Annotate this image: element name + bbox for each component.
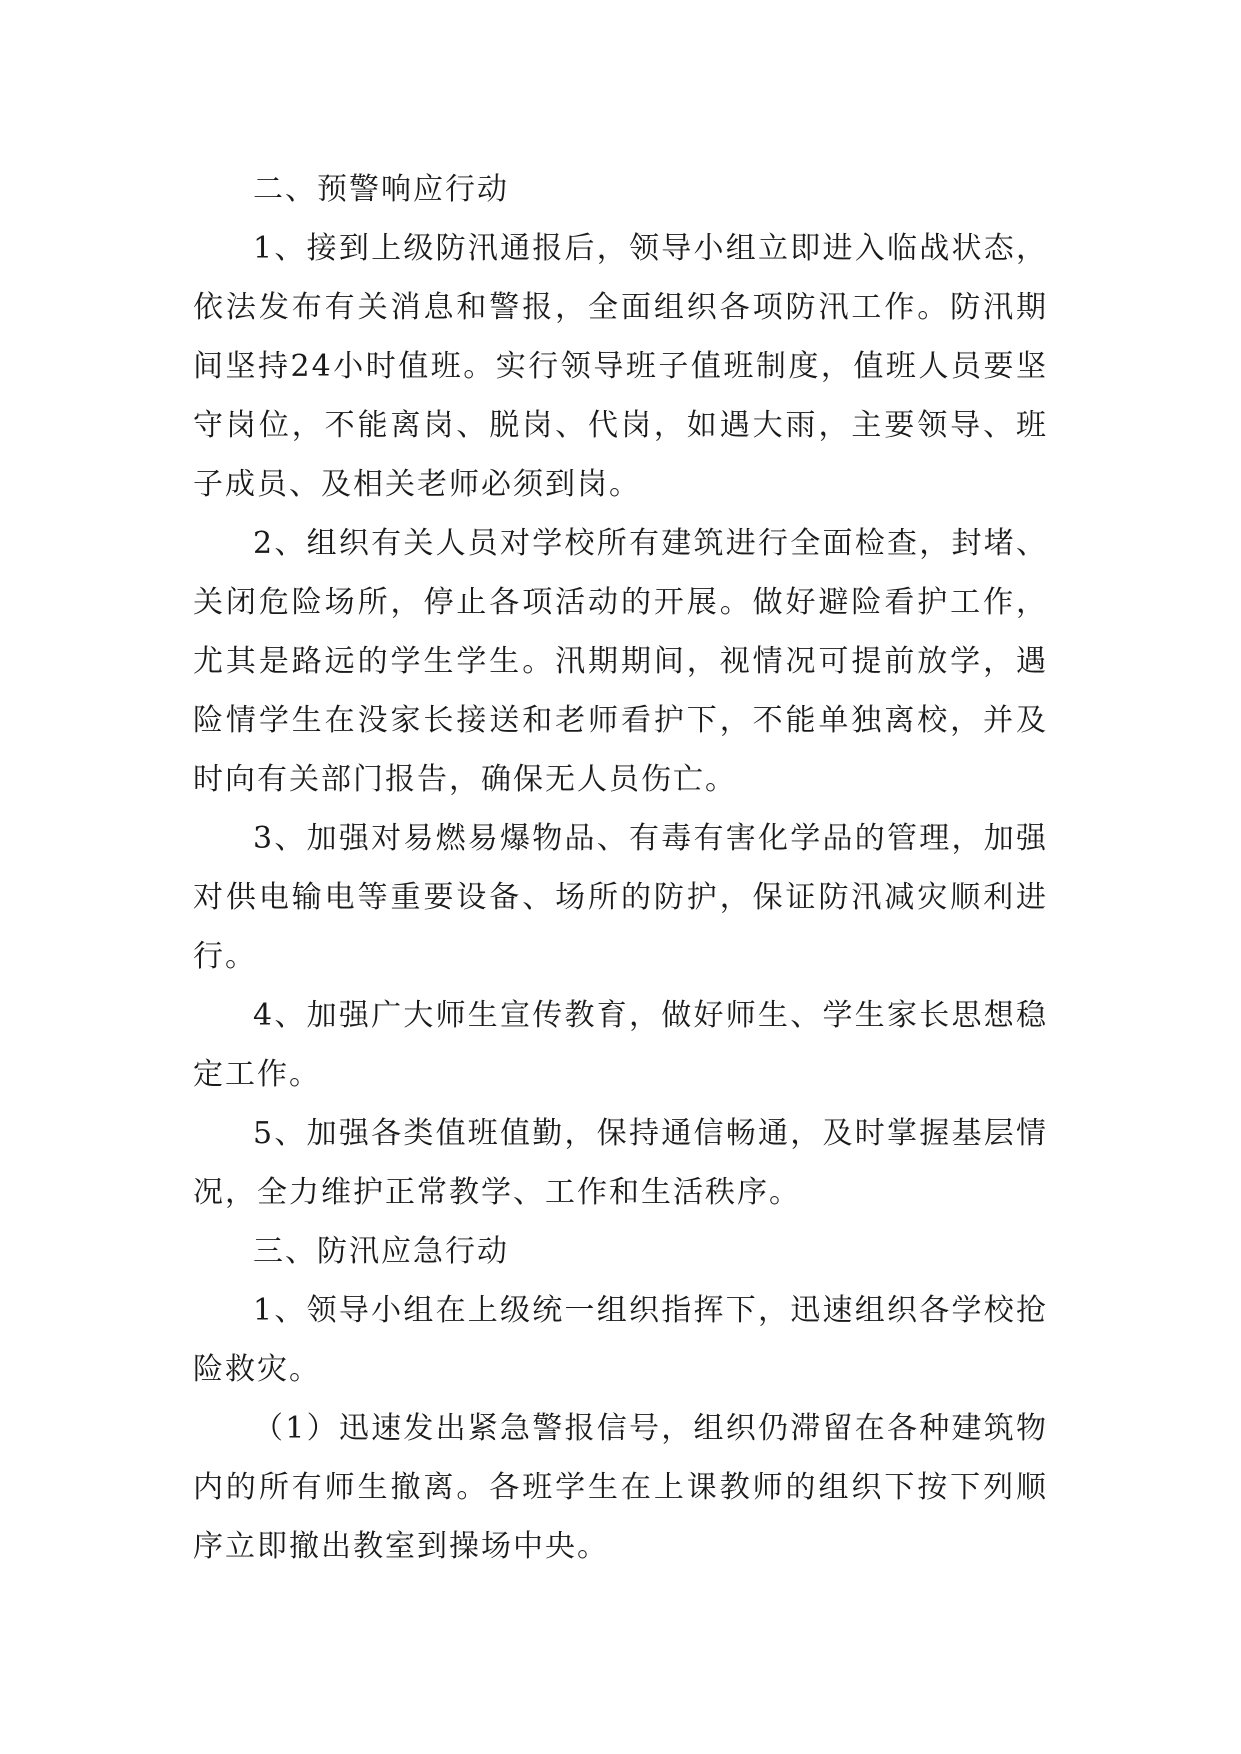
- paragraph-2: 2、组织有关人员对学校所有建筑进行全面检查，封堵、关闭危险场所，停止各项活动的开展。做好避险看护工作，尤其是路远的学生学生。汛期期间，视情况可提前放学，遇险情学生在没家长接送和老师看护下，不能单独离校，并及时向有关部门报告，确保无人员伤亡。: [193, 526, 1048, 797]
- section-heading-emergency-action: 三、防汛应急行动: [253, 1234, 509, 1269]
- paragraph-6: 1、领导小组在上级统一组织指挥下，迅速组织各学校抢险救灾。: [193, 1293, 1048, 1387]
- paragraph-5: 5、加强各类值班值勤，保持通信畅通，及时掌握基层情况，全力维护正常教学、工作和生活秩序。: [193, 1116, 1048, 1210]
- paragraph-3: 3、加强对易燃易爆物品、有毒有害化学品的管理，加强对供电输电等重要设备、场所的防护，保证防汛减灾顺利进行。: [193, 821, 1048, 974]
- paragraph-4: 4、加强广大师生宣传教育，做好师生、学生家长思想稳定工作。: [193, 998, 1048, 1092]
- paragraph-1: 1、接到上级防汛通报后，领导小组立即进入临战状态，依法发布有关消息和警报，全面组织各项防汛工作。防汛期间坚持24小时值班。实行领导班子值班制度，值班人员要坚守岗位，不能离岗、脱岗、代岗，如遇大雨，主要领导、班子成员、及相关老师必须到岗。: [193, 231, 1048, 502]
- section-heading-warning-response: 二、预警响应行动: [253, 172, 509, 207]
- document-body: [193, 160, 1048, 1576]
- paragraph-7: （1）迅速发出紧急警报信号，组织仍滞留在各种建筑物内的所有师生撤离。各班学生在上课教师的组织下按下列顺序立即撤出教室到操场中央。: [193, 1411, 1048, 1564]
